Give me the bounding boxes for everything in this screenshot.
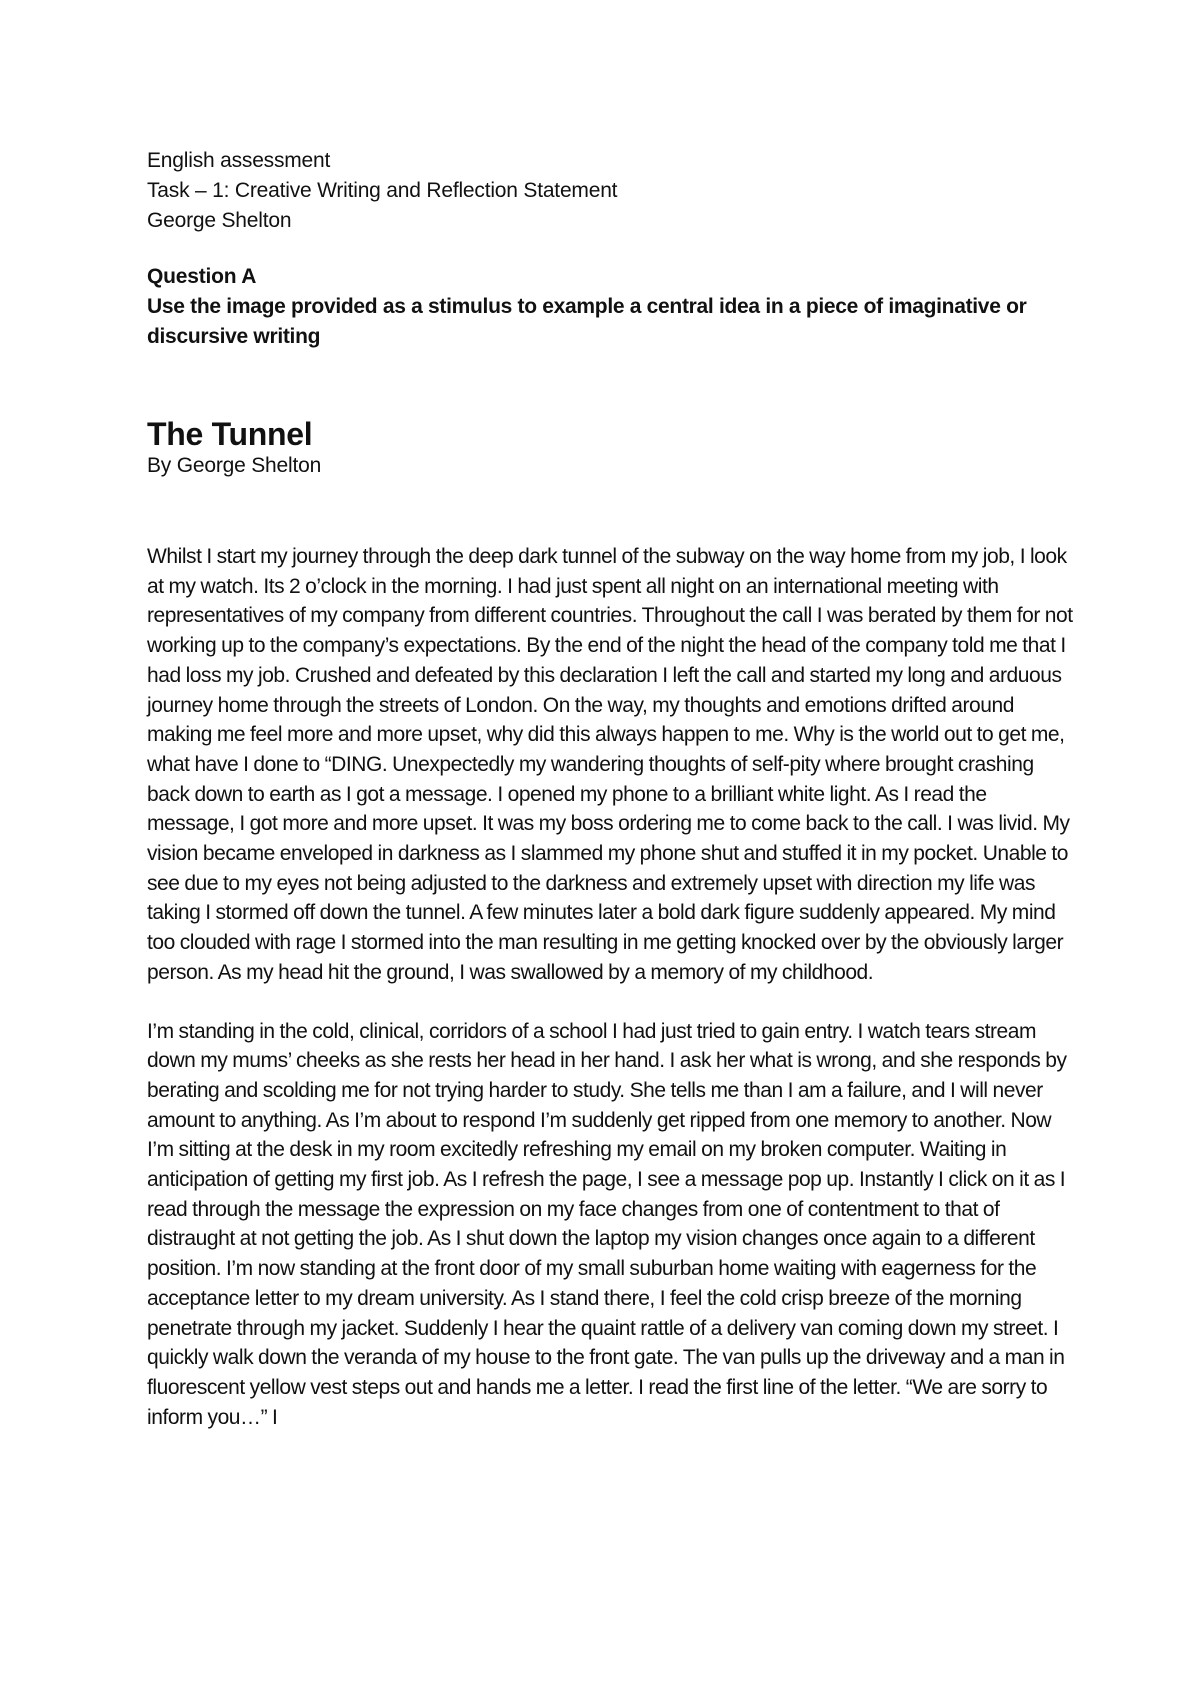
question-label: Question A	[147, 265, 257, 288]
story-title: The Tunnel	[147, 416, 313, 452]
story-byline: By George Shelton	[147, 454, 322, 477]
course-title: English assessment	[147, 149, 331, 172]
document-page	[147, 146, 1077, 1432]
author-name: George Shelton	[147, 209, 292, 232]
question-block	[147, 262, 1077, 352]
story-paragraph: Whilst I start my journey through the deep dark tunnel of the subway on the way home from my job, I look at my watch. Its 2 o’clock in the morning. I had just spent all night on an international meeting with representatives of my company from different countries. Throughout the call I was berated by them for not working up to the company’s expectations. By the end of the night the head of the company told me that I had loss my job. Crushed and defeated by this declaration I left the call and started my long and arduous journey home through the streets of London. On the way, my thoughts and emotions drifted around making me feel more and more upset, why did this always happen to me. Why is the world out to get me, what have I done to “DING. Unexpectedly my wandering thoughts of self-pity where brought crashing back down to earth as I got a message. I opened my phone to a brilliant white light. As I read the message, I got more and more upset. It was my boss ordering me to come back to the call. I was livid. My vision became enveloped in darkness as I slammed my phone shut and stuffed it in my pocket. Unable to see due to my eyes not being adjusted to the darkness and extremely upset with direction my life was taking I stormed off down the tunnel. A few minutes later a bold dark figure suddenly appeared. My mind too clouded with rage I stormed into the man resulting in me getting knocked over by the obviously larger person. As my head hit the ground, I was swallowed by a memory of my childhood.	[147, 545, 1073, 984]
story-paragraph: I’m standing in the cold, clinical, corridors of a school I had just tried to gain entry. I watch tears stream down my mums’ cheeks as she rests her head in her hand. I ask her what is wrong, and she responds by berating and scolding me for not trying harder to study. She tells me than I am a failure, and I will never amount to anything. As I’m about to respond I’m suddenly get ripped from one memory to another. Now I’m sitting at the desk in my room excitedly refreshing my email on my broken computer. Waiting in anticipation of getting my first job. As I refresh the page, I see a message pop up. Instantly I click on it as I read through the message the expression on my face changes from one of contentment to that of distraught at not getting the job. As I shut down the laptop my vision changes once again to a different position. I’m now standing at the front door of my small suburban home waiting with eagerness for the acceptance letter to my dream university. As I stand there, I feel the cold crisp breeze of the morning penetrate through my jacket. Suddenly I hear the quaint rattle of a delivery van coming down my street. I quickly walk down the veranda of my house to the front gate. The van pulls up the driveway and a man in fluorescent yellow vest steps out and hands me a letter. I read the first line of the letter. “We are sorry to inform you…” I	[147, 1019, 1067, 1429]
question-text: Use the image provided as a stimulus to example a central idea in a piece of imaginative or discursive writing	[147, 295, 1027, 348]
task-title: Task – 1: Creative Writing and Reflection Statement	[147, 179, 618, 202]
